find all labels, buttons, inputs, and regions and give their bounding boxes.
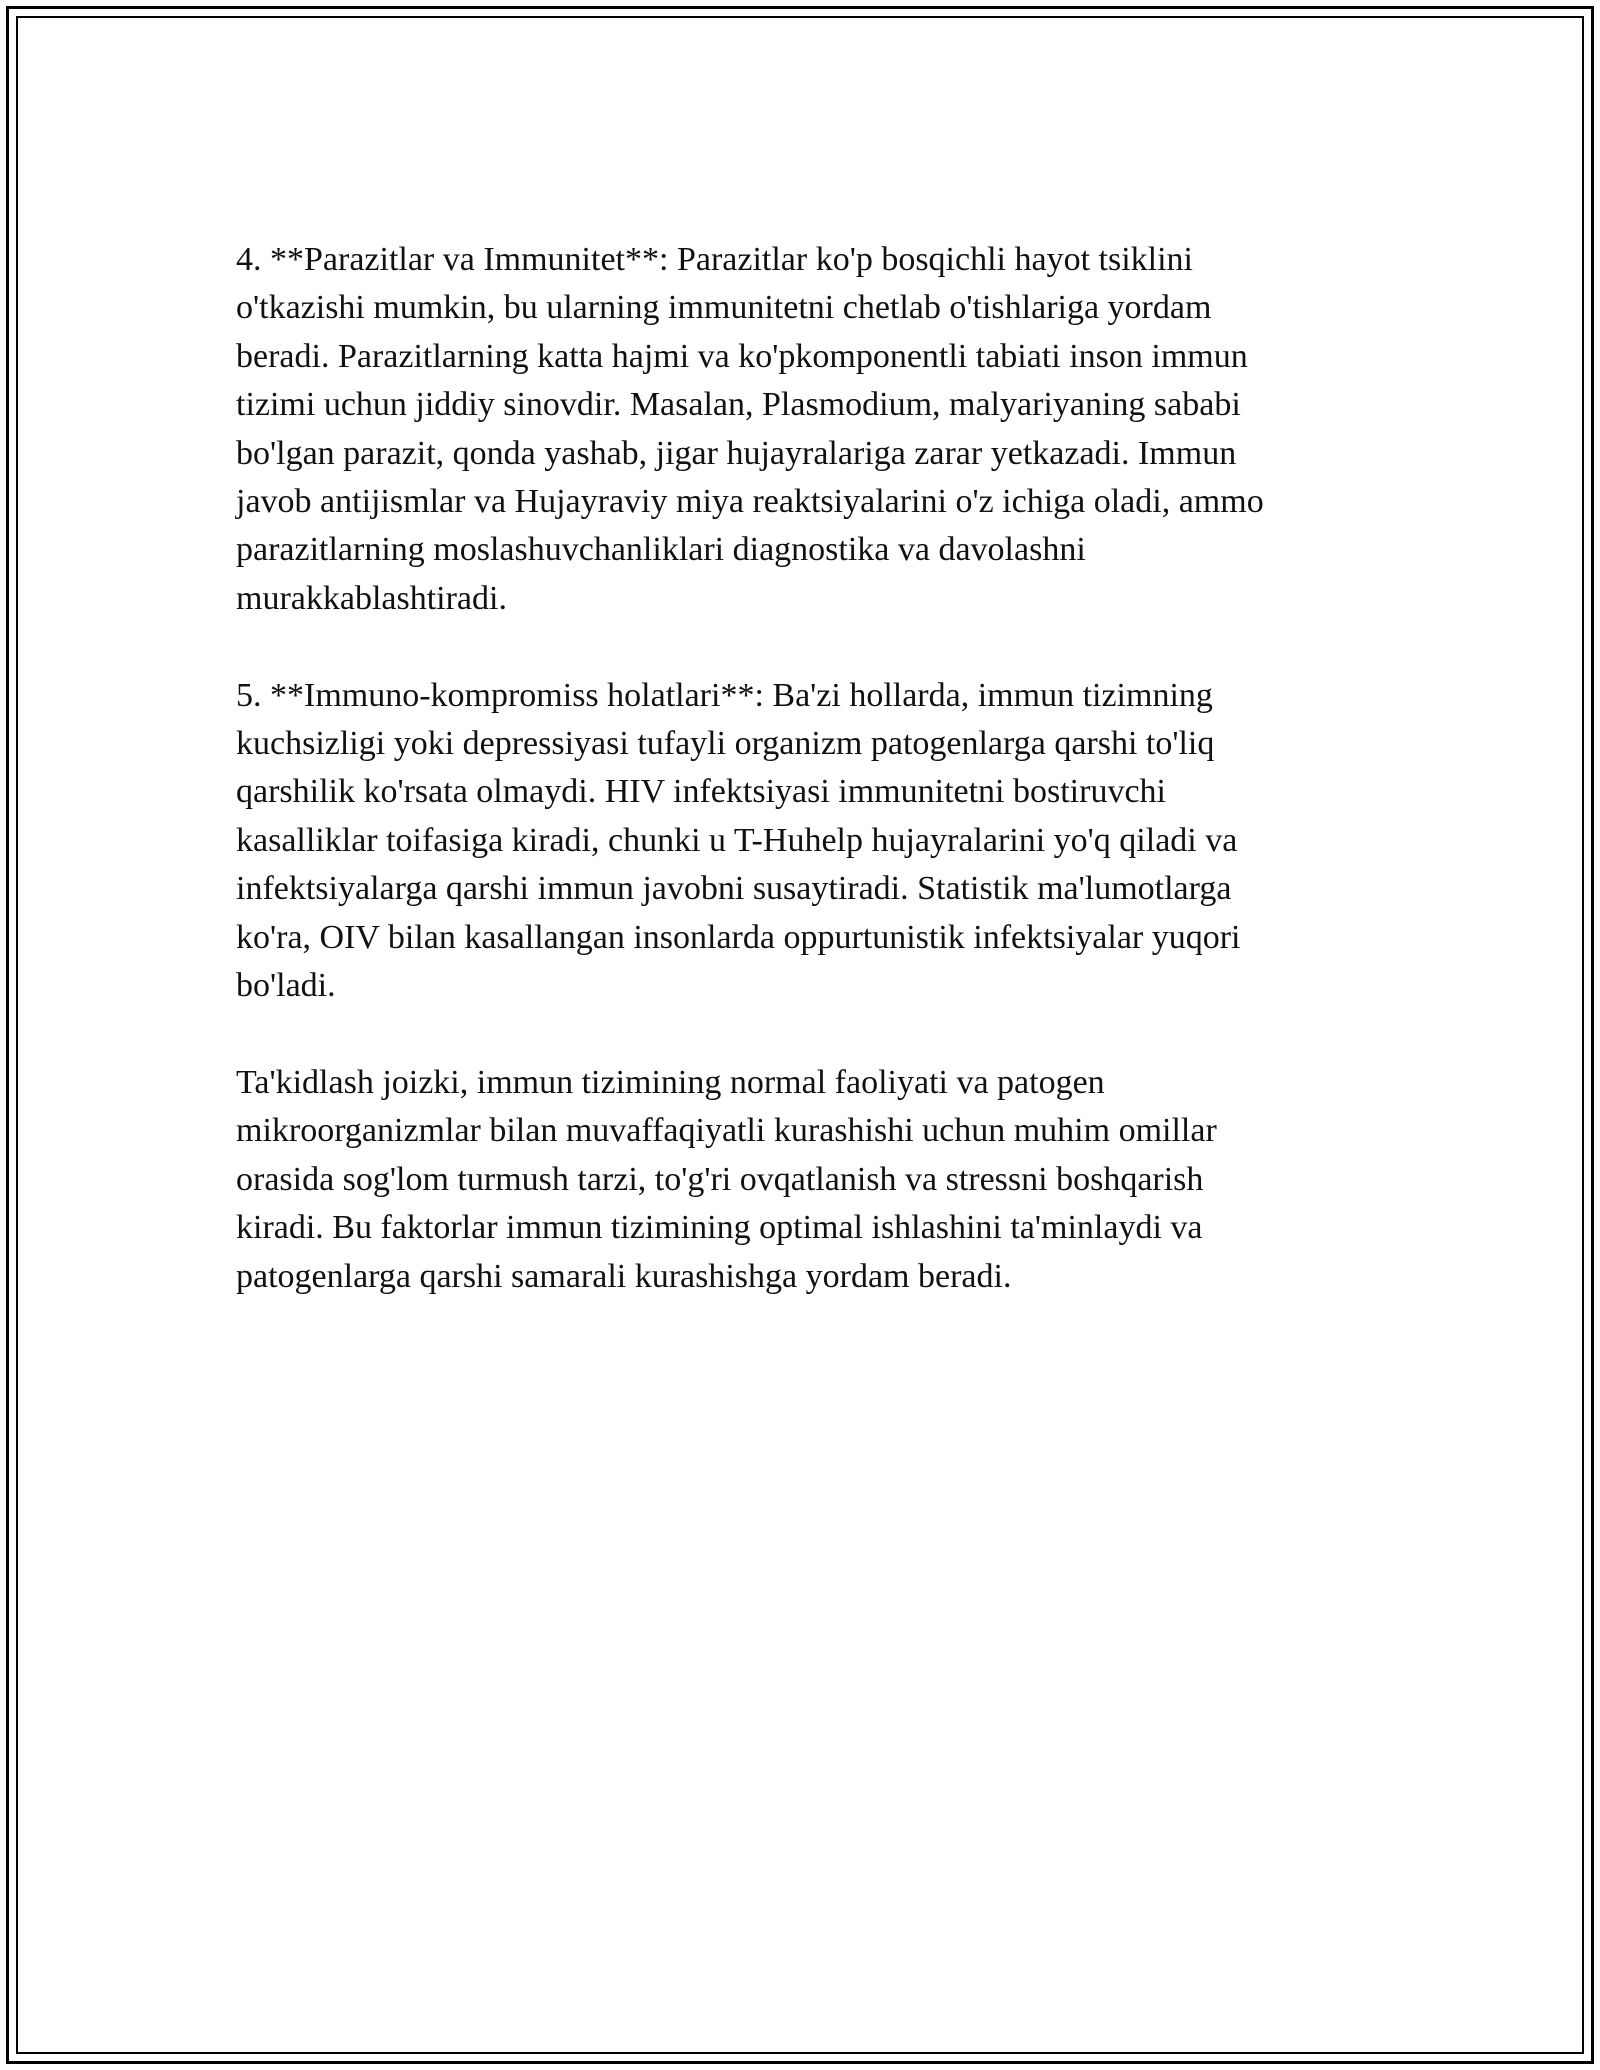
paragraph-conclusion: Ta'kidlash joizki, immun tizimining normal faoliyati va patogen mikroorganizmlar bilan muvaffaqiyatli kurashishi uchun muhim omillar orasida sog'lom turmush tarzi, to'g'ri ovqatlanish va stressni boshqarish kiradi. Bu faktorlar immun tizimining optimal ishlashini ta'minlaydi va patogenlarga qarshi samarali kurashishga yordam beradi. bbox=[236, 1063, 1217, 1295]
document-body bbox=[236, 236, 1366, 1349]
paragraph-immunocompromised-states: 5. **Immuno-kompromiss holatlari**: Ba'zi hollarda, immun tizimning kuchsizligi yoki depressiyasi tufayli organizm patogenlarga qarshi to'liq qarshilik ko'rsata olmaydi. HIV infektsiyasi immunitetni bostiruvchi kasalliklar toifasiga kiradi, chunki u T-Huhelp hujayralarini yo'q qiladi va infektsiyalarga qarshi immun javobni susaytiradi. Statistik ma'lumotlarga ko'ra, OIV bilan kasallangan insonlarda oppurtunistik infektsiyalar yuqori bo'ladi. bbox=[236, 676, 1241, 1005]
paragraph-parasites-immunity: 4. **Parazitlar va Immunitet**: Parazitlar ko'p bosqichli hayot tsiklini o'tkazishi mumkin, bu ularning immunitetni chetlab o'tishlariga yordam beradi. Parazitlarning katta hajmi va ko'pkomponentli tabiati inson immun tizimi uchun jiddiy sinovdir. Masalan, Plasmodium, malyariyaning sababi bo'lgan parazit, qonda yashab, jigar hujayralariga zarar yetkazadi. Immun javob antijismlar va Hujayraviy miya reaktsiyalarini o'z ichiga oladi, ammo parazitlarning moslashuvchanliklari diagnostika va davolashni murakkablashtiradi. bbox=[236, 241, 1264, 617]
